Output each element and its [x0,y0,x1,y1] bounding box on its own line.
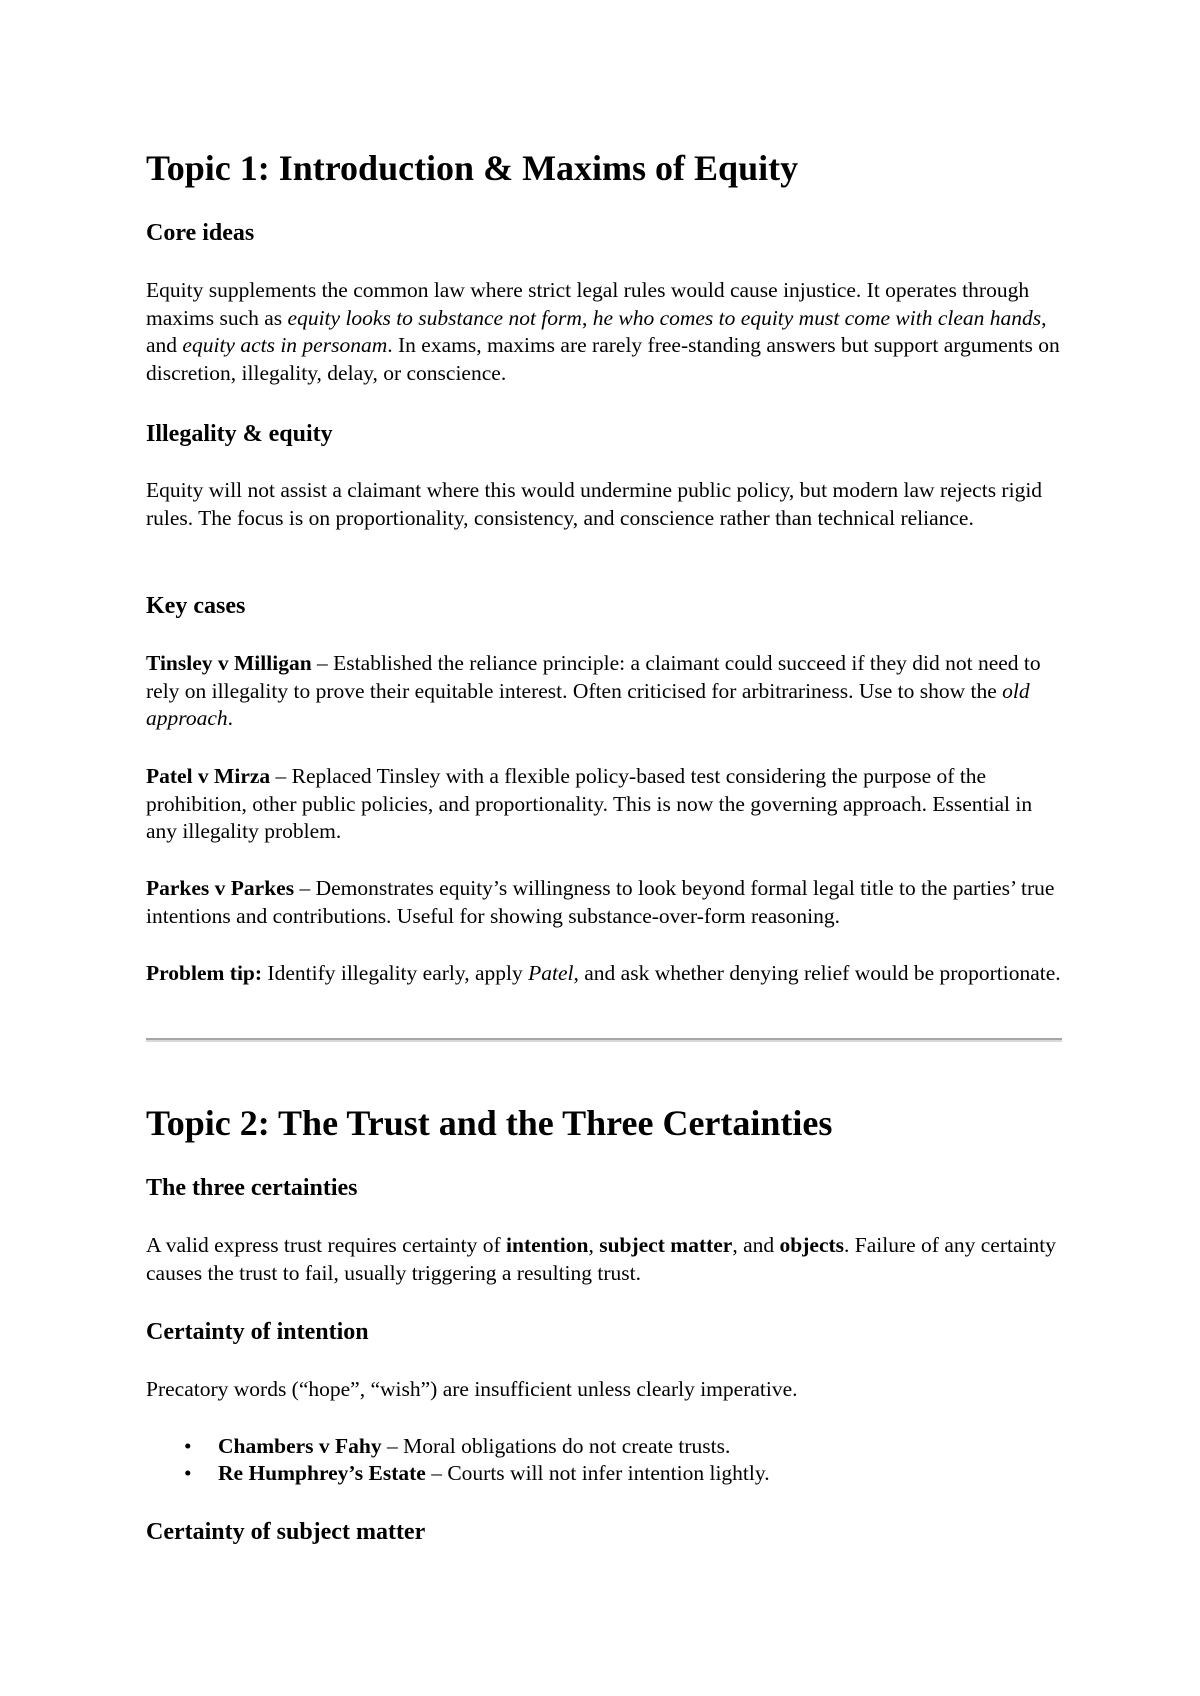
key-cases-heading: Key cases [146,593,246,619]
bullet-icon: • [184,1434,192,1458]
case-tinsley: Tinsley v Milligan – Established the reliance principle: a claimant could succeed if they did not need to rely on illegality to prove their equitable interest. Often criticised for arbitrariness. Use to show the old approach. [146,651,1041,731]
certainty-intention-heading: Certainty of intention [146,1319,369,1345]
case-name: Parkes v Parkes [146,876,295,900]
case-patel: Patel v Mirza – Replaced Tinsley with a flexible policy-based test considering the purpose of the prohibition, other public policies, and proportionality. This is now the governing approach. Essential in any illegality problem. [146,764,1033,844]
problem-tip-label: Problem tip: [146,961,263,985]
maxim-substance: equity looks to substance not form [287,305,582,330]
illegality-paragraph: Equity will not assist a claimant where this would undermine public policy, but modern law rejects rigid rules. The focus is on proportionality, consistency, and conscience rather than technical reliance. [146,478,1043,530]
case-parkes: Parkes v Parkes – Demonstrates equity’s willingness to look beyond formal legal title to the parties’ true intentions and contributions. Useful for showing substance-over-form reasoning. [146,876,1055,928]
illegality-heading: Illegality & equity [146,421,333,447]
case-name: Tinsley v Milligan [146,651,312,675]
certainty-intention-paragraph: Precatory words (“hope”, “wish”) are insufficient unless clearly imperative. [146,1377,798,1401]
certainty-subject-heading: Certainty of subject matter [146,1519,426,1545]
maxim-clean-hands: he who comes to equity must come with clean hands [592,305,1042,330]
core-ideas-paragraph: Equity supplements the common law where strict legal rules would cause injustice. It operates through maxims such as equity looks to substance not form, he who comes to equity must come with clean hands, and equity acts in personam. In exams, maxims are rarely free-standing answers but support arguments on discretion, illegality, delay, or conscience. [146,278,1060,385]
topic-2-title: Topic 2: The Trust and the Three Certainties [146,1103,833,1143]
three-certainties-heading: The three certainties [146,1175,358,1201]
case-name: Patel v Mirza [146,764,271,788]
problem-tip: Problem tip: Identify illegality early, apply Patel, and ask whether denying relief would be proportionate. [146,961,1061,985]
core-ideas-heading: Core ideas [146,220,255,246]
bullet-icon: • [184,1461,192,1485]
topic-1-title: Topic 1: Introduction & Maxims of Equity [146,148,799,188]
case-name: Re Humphrey’s Estate [218,1461,426,1485]
case-name: Chambers v Fahy [218,1434,382,1458]
three-certainties-paragraph: A valid express trust requires certainty of intention, subject matter, and objects. Failure of any certainty causes the trust to fail, usually triggering a resulting trust. [146,1233,1056,1285]
maxim-in-personam: equity acts in personam [182,333,388,358]
section-divider [146,1038,1062,1042]
